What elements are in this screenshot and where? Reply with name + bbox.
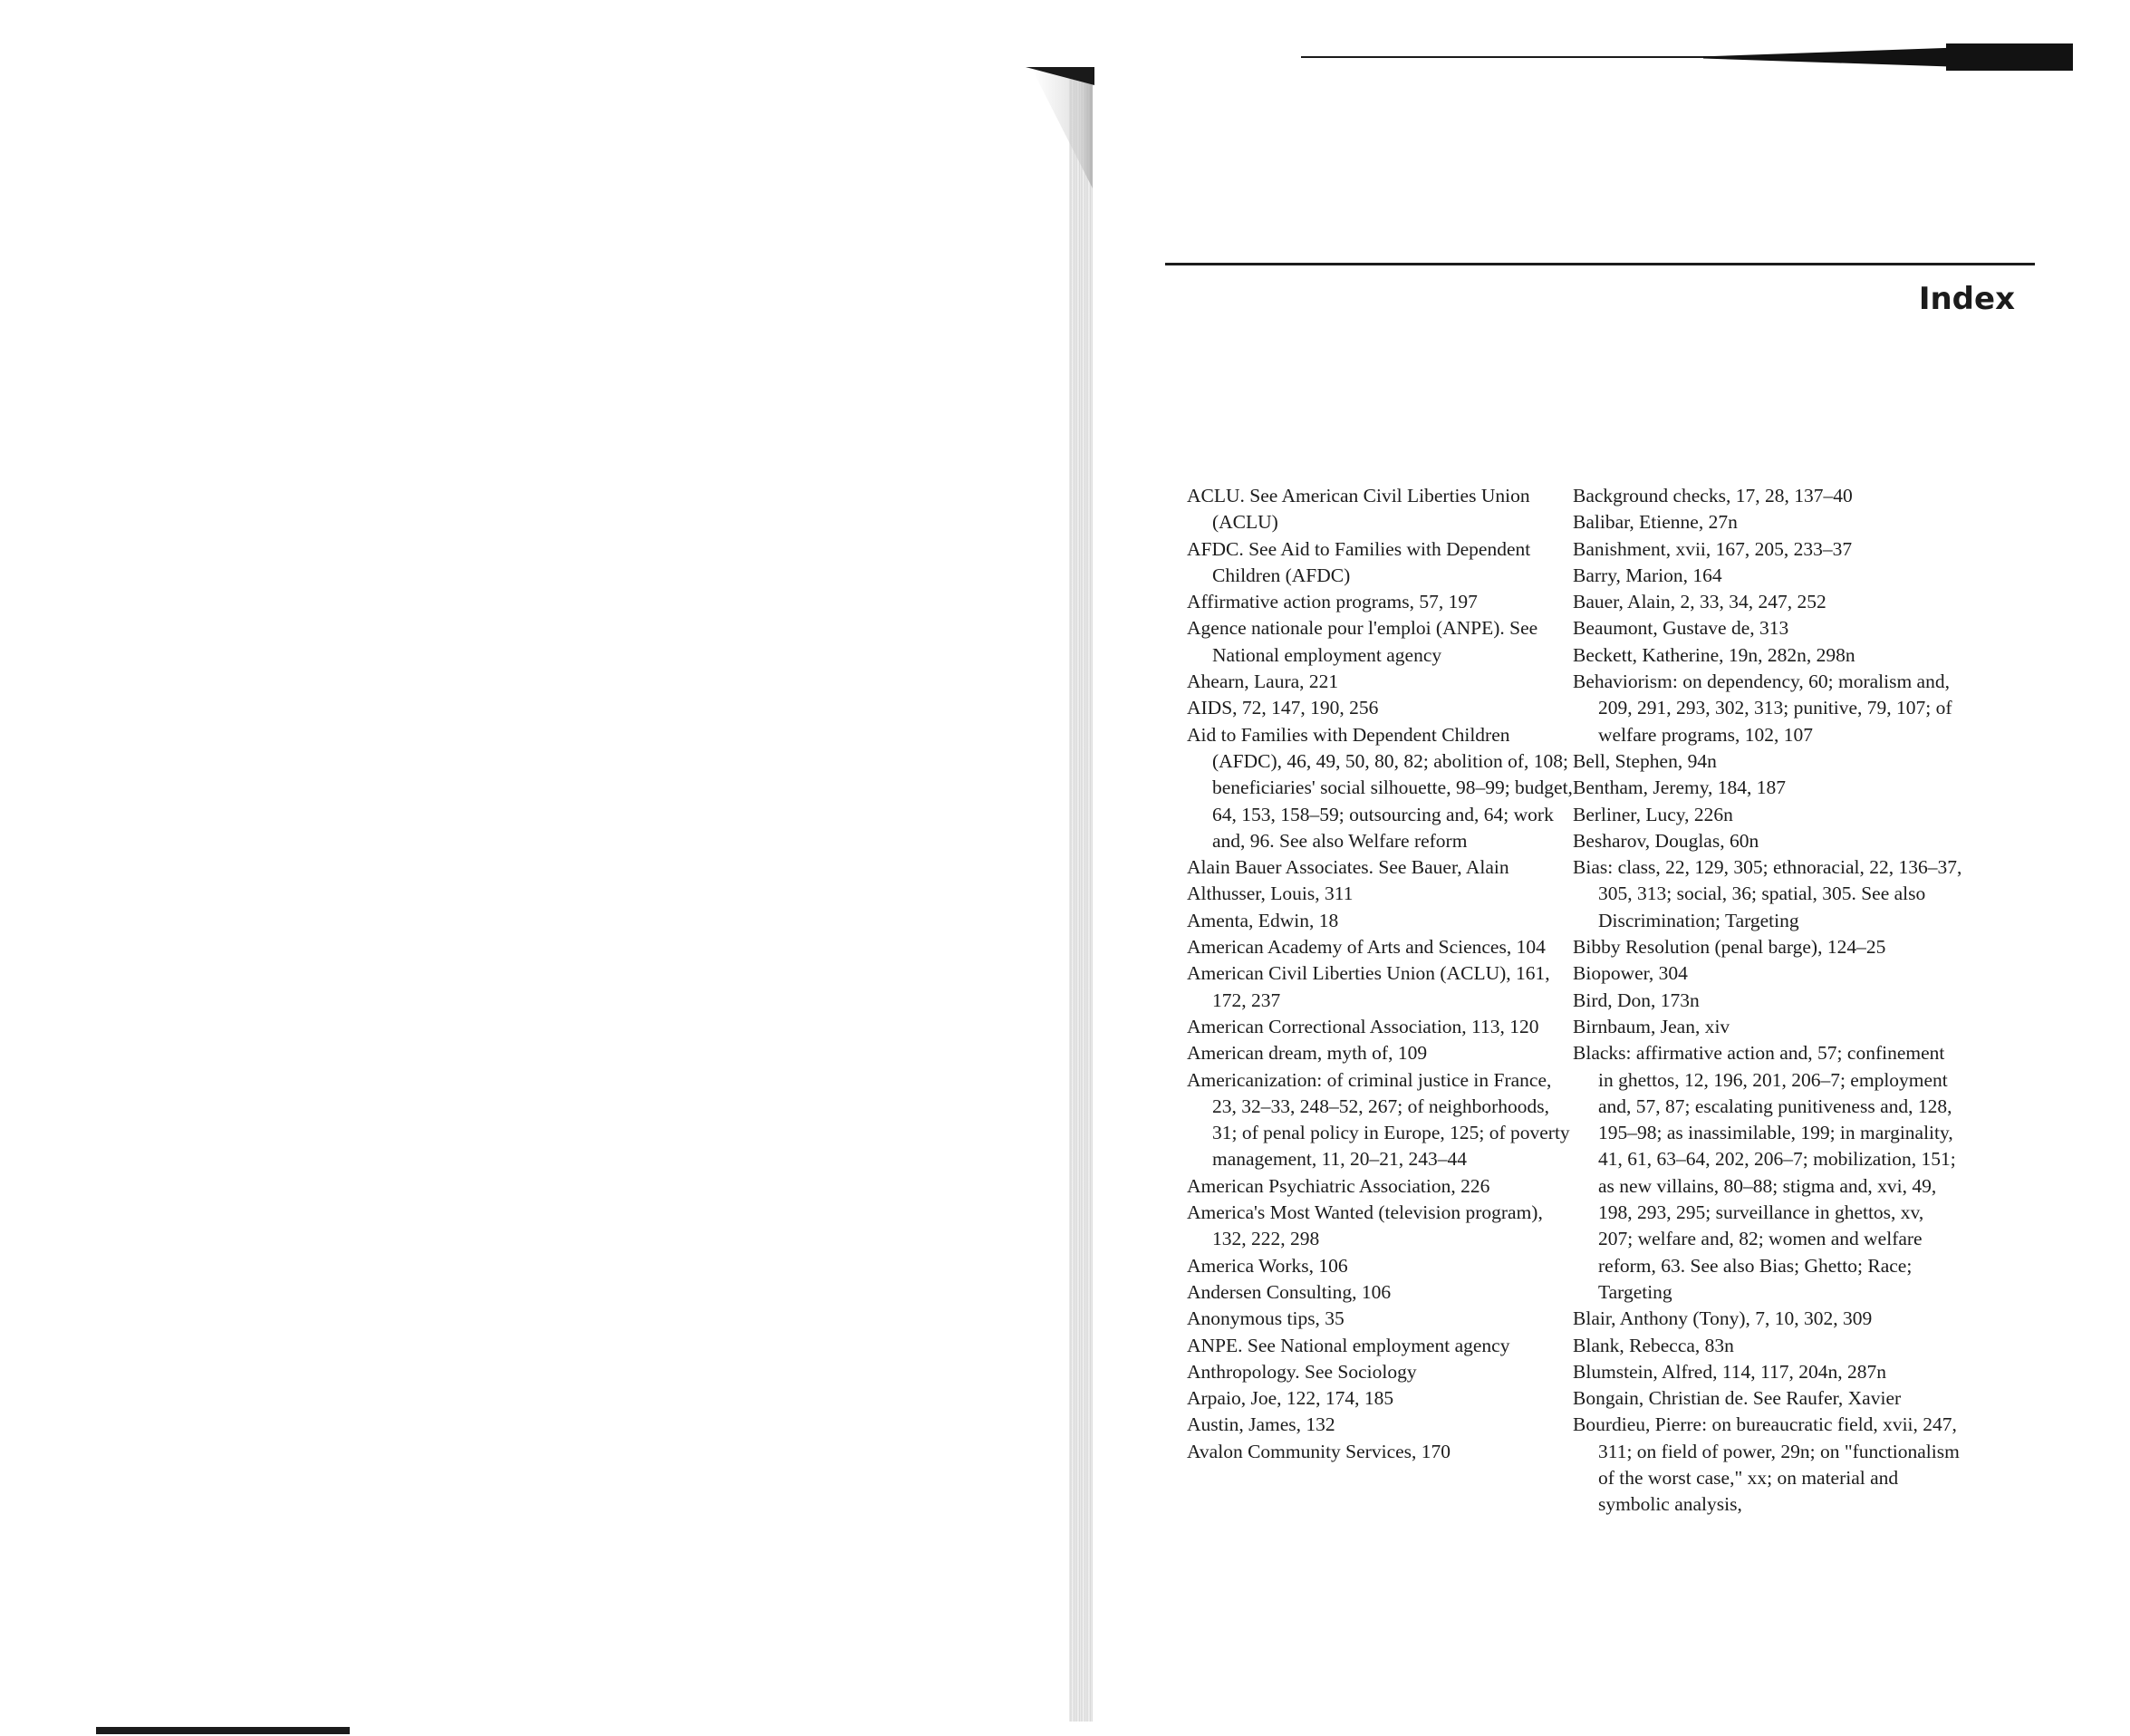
index-entry: Bentham, Jeremy, 184, 187 (1573, 776, 1787, 799)
index-entry: American Academy of Arts and Sciences, 104 (1187, 936, 1546, 959)
index-entry: Beckett, Katherine, 19n, 282n, 298n (1573, 643, 1855, 666)
index-entry: American dream, myth of, 109 (1187, 1042, 1428, 1065)
index-entry: Avalon Community Services, 170 (1187, 1440, 1451, 1462)
index-entry: Bauer, Alain, 2, 33, 34, 247, 252 (1573, 591, 1826, 613)
index-entry: Beaumont, Gustave de, 313 (1573, 617, 1789, 640)
index-entry: Ahearn, Laura, 221 (1187, 670, 1339, 693)
index-entry: Behaviorism: on dependency, 60; moralism and, 209, 291, 293, 302, 313; punitive, 79, 107; of welfare programs, 102, 107 (1573, 670, 1952, 746)
index-entry: Bird, Don, 173n (1573, 989, 1700, 1011)
index-entry: Agence nationale pour l'emploi (ANPE). See National employment agency (1187, 617, 1538, 666)
index-entry: America's Most Wanted (television program), 132, 222, 298 (1187, 1201, 1543, 1250)
index-entry: Bias: class, 22, 129, 305; ethnoracial, 22, 136–37, 305, 313; social, 36; spatial, 305. See also Discrimination; Targeting (1573, 856, 1962, 931)
index-entry: Biopower, 304 (1573, 962, 1688, 985)
gutter-cap-mark (1026, 67, 1094, 85)
index-entry: Bell, Stephen, 94n (1573, 749, 1717, 772)
index-entry: American Civil Liberties Union (ACLU), 161, 172, 237 (1187, 962, 1550, 1011)
index-entry: Arpaio, Joe, 122, 174, 185 (1187, 1387, 1394, 1410)
index-entry: Balibar, Etienne, 27n (1573, 511, 1738, 534)
index-entry: Barry, Marion, 164 (1573, 564, 1722, 586)
index-entry: Background checks, 17, 28, 137–40 (1573, 485, 1853, 506)
index-entry: Banishment, xvii, 167, 205, 233–37 (1573, 537, 1853, 560)
index-entry: Blacks: affirmative action and, 57; confinement in ghettos, 12, 196, 201, 206–7; employment and, 57, 87; escalating punitiveness and, 128, 195–98; as inassimilable, 199; in marginality, 41, 61, 63–64, 202, 206–7; mobilization, 151; as new villains, 80–88; stigma and, xvi, 49, 198, 293, 295; surveillance in ghettos, xv, 207; welfare and, 82; women and welfare reform, 63. See also Bias; Ghetto; Race; Targeting (1573, 1042, 1956, 1303)
index-entry: ANPE. See National employment agency (1187, 1334, 1510, 1356)
index-entry: Blair, Anthony (Tony), 7, 10, 302, 309 (1573, 1307, 1873, 1330)
index-entry: Andersen Consulting, 106 (1187, 1280, 1392, 1303)
index-entry: America Works, 106 (1187, 1254, 1348, 1277)
index-entry: Alain Bauer Associates. See Bauer, Alain (1187, 856, 1509, 879)
index-entry: Americanization: of criminal justice in France, 23, 32–33, 248–52, 267; of neighborhoods, 31; of penal policy in Europe, 125; of poverty management, 11, 20–21, 243–44 (1187, 1068, 1570, 1171)
index-entry: Blank, Rebecca, 83n (1573, 1334, 1734, 1356)
index-entry: Bongain, Christian de. See Raufer, Xavier (1573, 1387, 1902, 1410)
index-entry: Althusser, Louis, 311 (1187, 882, 1354, 905)
index-entry: AFDC. See Aid to Families with Dependent Children (AFDC) (1187, 537, 1531, 586)
index-column-2 (1573, 483, 1962, 1519)
index-entry: Aid to Families with Dependent Children (AFDC), 46, 49, 50, 80, 82; abolition of, 108; beneficiaries' social silhouette, 98–99; budget, 64, 153, 158–59; outsourcing and, 64; work and, 96. See also Welfare reform (1187, 723, 1573, 852)
index-entry: Anonymous tips, 35 (1187, 1307, 1345, 1330)
index-entry: ACLU. See American Civil Liberties Union (ACLU) (1187, 485, 1530, 534)
index-entry: Blumstein, Alfred, 114, 117, 204n, 287n (1573, 1360, 1886, 1383)
index-entry: Birnbaum, Jean, xiv (1573, 1015, 1730, 1037)
index-entry: Austin, James, 132 (1187, 1413, 1335, 1436)
index-entry: American Correctional Association, 113, 120 (1187, 1015, 1539, 1037)
page-title: Index (1918, 281, 2015, 317)
index-entry: Bourdieu, Pierre: on bureaucratic field, xvii, 247, 311; on field of power, 29n; on "functionalism of the worst case," xx; on material and symbolic analysis, (1573, 1413, 1960, 1516)
index-entry: Besharov, Douglas, 60n (1573, 829, 1759, 852)
bottom-left-rule (96, 1727, 350, 1734)
book-gutter (1069, 72, 1093, 1722)
index-entry: Affirmative action programs, 57, 197 (1187, 591, 1478, 613)
index-entry: AIDS, 72, 147, 190, 256 (1187, 697, 1379, 719)
top-rule-block (1946, 43, 2073, 71)
header-rule (1165, 263, 2035, 265)
index-entry: American Psychiatric Association, 226 (1187, 1174, 1490, 1197)
index-entry: Amenta, Edwin, 18 (1187, 909, 1339, 931)
index-column-1 (1187, 483, 1576, 1465)
index-entry: Berliner, Lucy, 226n (1573, 803, 1733, 825)
index-entry: Anthropology. See Sociology (1187, 1360, 1417, 1383)
index-entry: Bibby Resolution (penal barge), 124–25 (1573, 936, 1886, 959)
